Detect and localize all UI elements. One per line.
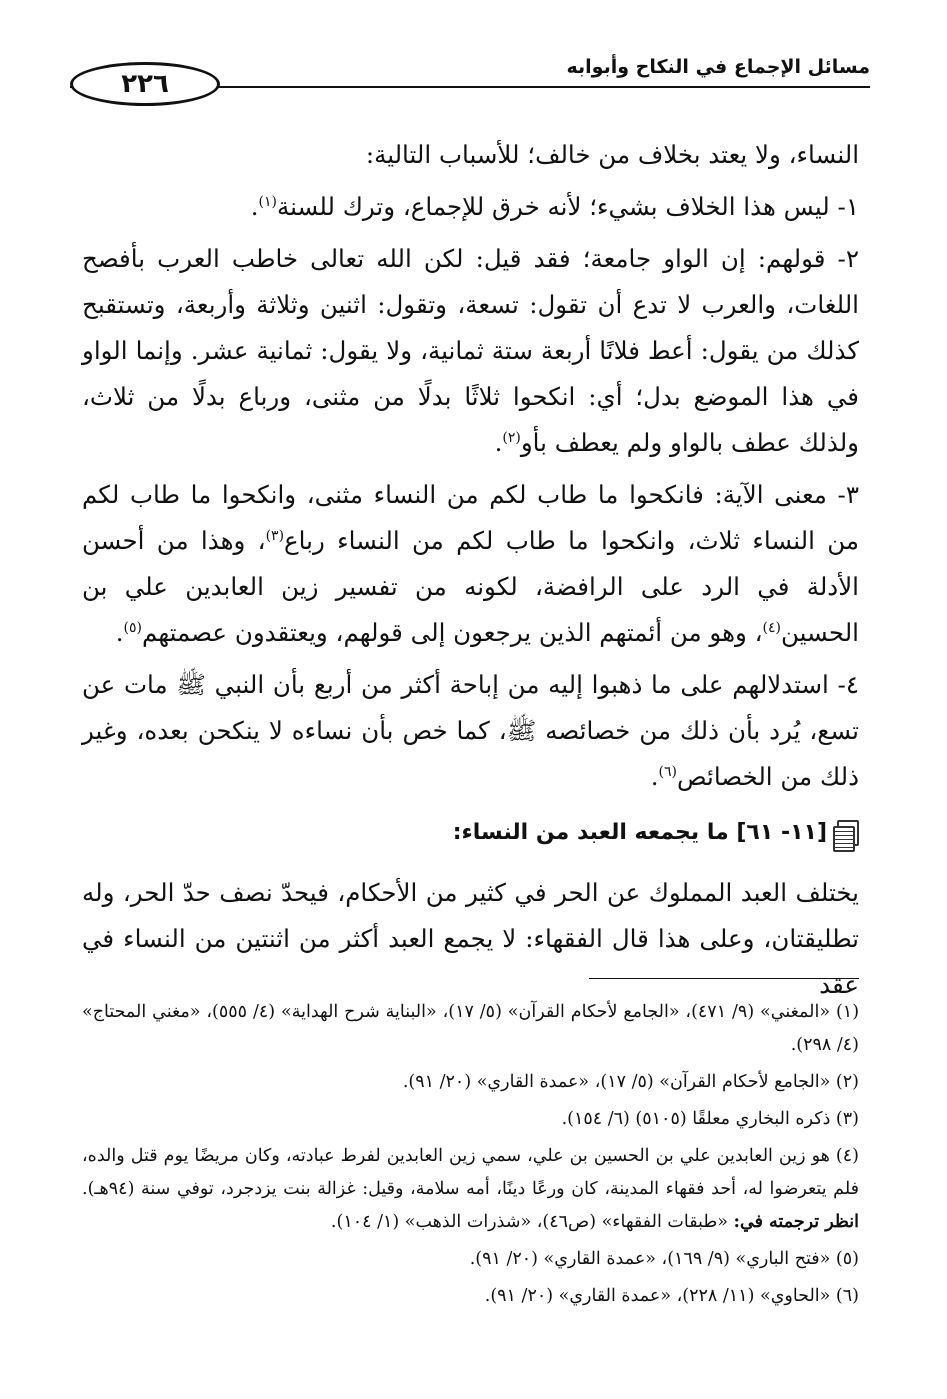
section-heading	[82, 810, 859, 856]
paragraph-text: ، وهذا من أحسن الأدلة في الرد على الرافضة، لكونه من تفسير زين العابدين علي بن الحسين	[82, 526, 859, 647]
footnote-ref: (٢)	[502, 429, 521, 446]
footnote	[82, 1140, 859, 1239]
page-number: ٢٢٦	[70, 62, 220, 106]
footnotes	[82, 996, 859, 1317]
running-title: مسائل الإجماع في النكاح وأبوابه	[566, 56, 870, 78]
paragraph-text: ٣- معنى الآية: فانكحوا ما طاب لكم من النساء مثنى، وانكحوا ما طاب لكم من النساء ثلاث، وانكحوا ما طاب لكم من النساء رباع	[82, 480, 859, 555]
footnote-ref: (٣)	[265, 527, 285, 544]
paragraph	[82, 184, 859, 230]
paragraph: يختلف العبد المملوك عن الحر في كثير من الأحكام، فيحدّ نصف حدّ الحر، وله تطليقتان، وعلى هذا قال الفقهاء: لا يجمع العبد أكثر من اثنتين من النساء في عقد	[82, 878, 859, 999]
paragraph	[82, 662, 859, 800]
footnote-text: «طبقات الفقهاء» (ص٤٦)، «شذرات الذهب» (١/ ١٠٤).	[330, 1212, 734, 1232]
footnote: (١) «المغني» (٩/ ٤٧١)، «الجامع لأحكام القرآن» (٥/ ١٧)، «البناية شرح الهداية» (٤/ ٥٥٥)، «مغني المحتاج» (٤/ ٢٩٨).	[82, 1002, 860, 1055]
paragraph	[82, 472, 859, 656]
footnote-rule	[589, 978, 859, 979]
footnote: (٢) «الجامع لأحكام القرآن» (٥/ ١٧)، «عمدة القاري» (٢٠/ ٩١).	[402, 1072, 859, 1092]
footnote-bold: انظر ترجمته في:	[733, 1212, 859, 1232]
paragraph: النساء، ولا يعتد بخلاف من خالف؛ للأسباب التالية:	[365, 140, 859, 169]
paragraph-text: ٤- استدلالهم على ما ذهبوا إليه من إباحة أكثر من أربع بأن النبي ﷺ مات عن تسع، يُرد بأن ذلك من خصائصه ﷺ، كما خص بأن نساءه لا ينكحن بعده، وغير ذلك من الخصائص	[82, 670, 859, 791]
footnote-ref: (٤)	[762, 619, 781, 636]
document-icon	[837, 820, 859, 846]
period: .	[494, 428, 503, 457]
paragraph-text: ١- ليس هذا الخلاف بشيء؛ لأنه خرق للإجماع، وترك للسنة	[276, 192, 859, 221]
section-heading-text: [١١- ٦١] ما يجمعه العبد من النساء:	[452, 820, 827, 845]
period: .	[115, 618, 124, 647]
footnote-text: (٤) هو زين العابدين علي بن الحسين بن علي، سمي زين العابدين لفرط عبادته، وكان مريضًا يوم قتل والده، فلم يتعرضوا له، أحد فقهاء المدينة، كان ورعًا دينًا، أمه سلامة، وقيل: غزالة بنت يزدجرد، توفي سنة (٩٤هـ).	[82, 1146, 859, 1199]
footnote: (٦) «الحاوي» (١١/ ٢٢٨)، «عمدة القاري» (٢٠/ ٩١).	[484, 1286, 859, 1306]
footnote-ref: (٥)	[123, 619, 143, 636]
period: .	[250, 192, 259, 221]
paragraph-text: ، وهو من أئمتهم الذين يرجعون إلى قولهم، ويعتقدون عصمتهم	[142, 618, 763, 647]
period: .	[650, 762, 659, 791]
footnote-ref: (٦)	[658, 763, 677, 780]
paragraph	[82, 236, 859, 466]
paragraph-text: ٢- قولهم: إن الواو جامعة؛ فقد قيل: لكن الله تعالى خاطب العرب بأفصح اللغات، والعرب لا تدع أن تقول: تسعة، وتقول: اثنين وثلاثة وأربعة، وتستقبح كذلك من يقول: أعط فلانًا أربعة ستة ثمانية، ولا يقول: ثمانية عشر. وإنما الواو في هذا الموضع بدل؛ أي: انكحوا ثلاثًا بدلًا من مثنى، ورباع بدلًا من ثلاث، ولذلك عطف بالواو ولم يعطف بأو	[82, 244, 859, 457]
footnote-ref: (١)	[258, 193, 277, 210]
main-text	[82, 132, 859, 1014]
footnote: (٥) «فتح الباري» (٩/ ١٦٩)، «عمدة القاري» (٢٠/ ٩١).	[469, 1249, 859, 1269]
page-header	[70, 56, 870, 100]
footnote: (٣) ذكره البخاري معلقًا (٥١٠٥) (٦/ ١٥٤).	[561, 1109, 859, 1129]
